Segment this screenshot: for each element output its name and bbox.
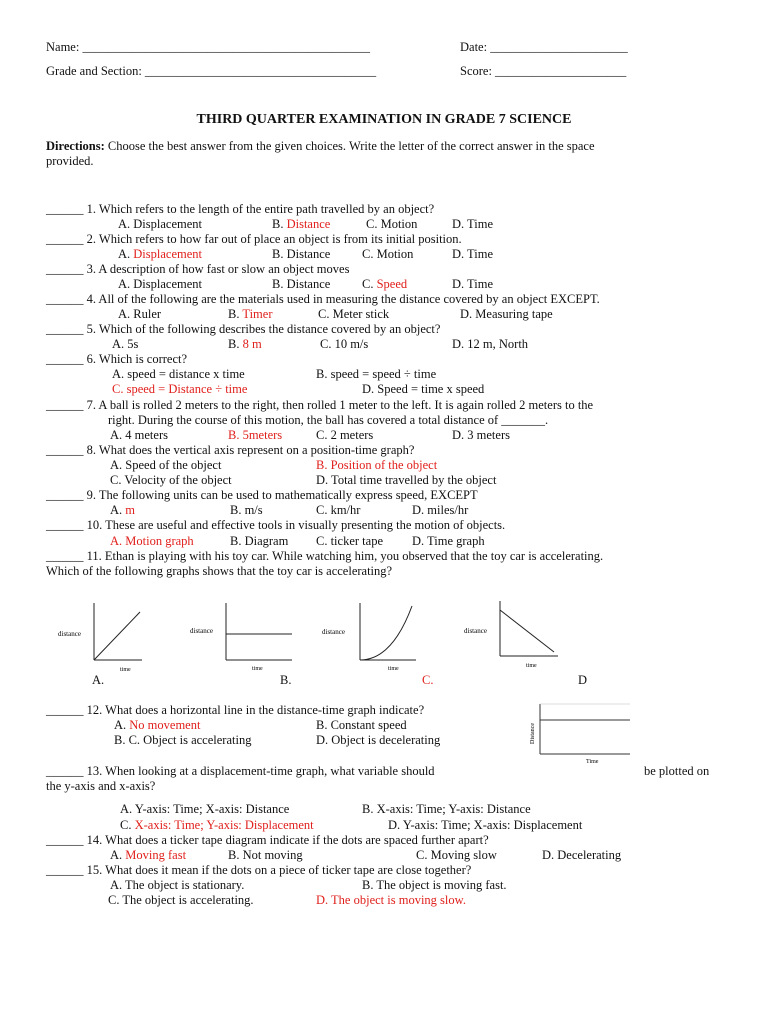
- question-15: ______ 15. What does it mean if the dots on a piece of ticker tape are close together?: [46, 863, 472, 877]
- question-14: ______ 14. What does a ticker tape diagram indicate if the dots are spaced further apart?: [46, 833, 489, 847]
- q1-choice-c: C. Motion: [366, 217, 418, 231]
- graph-d-ylabel: distance: [464, 627, 487, 635]
- directions-text: Choose the best answer from the given choices. Write the letter of the correct answer in the space: [107, 139, 595, 153]
- question-5: ______ 5. Which of the following describes the distance covered by an object?: [46, 322, 441, 336]
- q3-choice-b: B. Distance: [272, 277, 331, 291]
- q14-choice-a: A. Moving fast: [110, 848, 187, 862]
- graph-c-ylabel: distance: [322, 628, 345, 636]
- q5-answer: 8 m: [242, 337, 262, 351]
- graph-a-xlabel: time: [120, 667, 131, 673]
- q11-label-d: D: [578, 673, 588, 687]
- q7-choice-d: D. 3 meters: [452, 428, 510, 442]
- q9-choice-a: A. m: [110, 503, 136, 517]
- q8-choice-c: C. Velocity of the object: [110, 473, 232, 487]
- q3-choice-a: A. Displacement: [118, 277, 203, 291]
- q1-choice-a: A. Displacement: [118, 217, 203, 231]
- question-9: ______ 9. The following units can be used to mathematically express speed, EXCEPT: [46, 488, 478, 502]
- graph-d: [462, 596, 562, 671]
- q3-choice-d: D. Time: [452, 277, 493, 291]
- q13-choice-c: C. X-axis: Time; Y-axis: Displacement: [120, 818, 314, 832]
- q9-answer: m: [125, 503, 136, 517]
- q15-choice-a: A. The object is stationary.: [110, 878, 245, 892]
- q14-answer: Moving fast: [125, 848, 187, 862]
- q14-choice-b: B. Not moving: [228, 848, 303, 862]
- q2-choice-d: D. Time: [452, 247, 493, 261]
- date-field[interactable]: Date: ______________________: [460, 40, 628, 54]
- q7-choice-a: A. 4 meters: [110, 428, 168, 442]
- question-12: ______ 12. What does a horizontal line in the distance-time graph indicate?: [46, 703, 425, 717]
- q10-choice-c: C. ticker tape: [316, 534, 383, 548]
- q4-choice-d: D. Measuring tape: [460, 307, 553, 321]
- q13-choice-d: D. Y-axis: Time; X-axis: Displacement: [388, 818, 583, 832]
- q14-choice-c: C. Moving slow: [416, 848, 497, 862]
- q1-choice-b: B. Distance: [272, 217, 331, 231]
- q2-answer: Displacement: [133, 247, 203, 261]
- page-title: THIRD QUARTER EXAMINATION IN GRADE 7 SCIENCE: [196, 112, 572, 127]
- q9-choice-b: B. m/s: [230, 503, 263, 517]
- question-3: ______ 3. A description of how fast or slow an object moves: [46, 262, 350, 276]
- question-2: ______ 2. Which refers to how far out of place an object is from its initial position.: [46, 232, 462, 246]
- q11-label-c: C.: [422, 673, 434, 687]
- graph-a-ylabel: distance: [58, 630, 81, 638]
- q9-choice-c: C. km/hr: [316, 503, 361, 517]
- q4-choice-b: B. Timer: [228, 307, 273, 321]
- q11-label-a: A.: [92, 673, 105, 687]
- directions: [46, 139, 595, 153]
- q7-choice-b: B. 5meters: [228, 428, 283, 442]
- graph-a: [54, 598, 144, 673]
- question-11-cont: Which of the following graphs shows that the toy car is accelerating?: [46, 564, 393, 578]
- q8-choice-d: D. Total time travelled by the object: [316, 473, 497, 487]
- q4-choice-a: A. Ruler: [118, 307, 162, 321]
- q13-choice-b: B. X-axis: Time; Y-axis: Distance: [362, 802, 531, 816]
- graph-c-xlabel: time: [388, 666, 399, 672]
- graph-c: [320, 598, 420, 673]
- graph-q12-xlabel: Time: [586, 759, 599, 765]
- question-13-right: be plotted on: [644, 764, 710, 778]
- question-10: ______ 10. These are useful and effective tools in visually presenting the motion of objects.: [46, 518, 506, 532]
- directions-text-cont: provided.: [46, 154, 94, 168]
- score-field[interactable]: Score: _____________________: [460, 64, 627, 78]
- q13-answer: X-axis: Time; Y-axis: Displacement: [134, 818, 314, 832]
- q2-choice-b: B. Distance: [272, 247, 331, 261]
- question-13: ______ 13. When looking at a displacement-time graph, what variable should: [46, 764, 435, 778]
- question-11: ______ 11. Ethan is playing with his toy car. While watching him, you observed that the toy car is accelerating.: [46, 549, 604, 563]
- question-7-cont: right. During the course of this motion, the ball has covered a total distance of _______.: [108, 413, 549, 427]
- q12-answer: No movement: [129, 718, 201, 732]
- q6-choice-d: D. Speed = time x speed: [362, 382, 485, 396]
- q3-choice-c: C. Speed: [362, 277, 408, 291]
- question-1: ______ 1. Which refers to the length of the entire path travelled by an object?: [46, 202, 435, 216]
- q6-choice-a: A. speed = distance x time: [112, 367, 245, 381]
- graph-q12: [520, 700, 632, 766]
- q5-choice-d: D. 12 m, North: [452, 337, 529, 351]
- question-13-cont: the y-axis and x-axis?: [46, 779, 156, 793]
- q14-choice-d: D. Decelerating: [542, 848, 622, 862]
- q15-choice-d: D. The object is moving slow.: [316, 893, 466, 907]
- q8-choice-b: B. Position of the object: [316, 458, 438, 472]
- q10-choice-a: A. Motion graph: [110, 534, 194, 548]
- graph-b-ylabel: distance: [190, 627, 213, 635]
- q5-choice-c: C. 10 m/s: [320, 337, 369, 351]
- question-4: ______ 4. All of the following are the materials used in measuring the distance covered by an object EXCEPT.: [46, 292, 600, 306]
- q8-choice-a: A. Speed of the object: [110, 458, 222, 472]
- q12-choice-b: B. Constant speed: [316, 718, 407, 732]
- q13-choice-a: A. Y-axis: Time; X-axis: Distance: [120, 802, 290, 816]
- q12-choice-d: D. Object is decelerating: [316, 733, 441, 747]
- q6-choice-c: C. speed = Distance ÷ time: [112, 382, 248, 396]
- question-6: ______ 6. Which is correct?: [46, 352, 188, 366]
- graph-d-xlabel: time: [526, 663, 537, 669]
- q12-choice-a: A. No movement: [114, 718, 201, 732]
- q5-choice-a: A. 5s: [112, 337, 139, 351]
- q15-choice-c: C. The object is accelerating.: [108, 893, 254, 907]
- q4-answer: Timer: [242, 307, 273, 321]
- q2-choice-a: A. Displacement: [118, 247, 203, 261]
- q2-choice-c: C. Motion: [362, 247, 414, 261]
- q10-choice-b: B. Diagram: [230, 534, 289, 548]
- name-field[interactable]: Name: ______________________________________________: [46, 40, 370, 54]
- graph-b: [188, 598, 298, 673]
- directions-label: Directions:: [46, 139, 105, 153]
- graph-b-xlabel: time: [252, 666, 263, 672]
- q1-answer: Distance: [286, 217, 331, 231]
- question-7: ______ 7. A ball is rolled 2 meters to the right, then rolled 1 meter to the left. It is again rolled 2 meters to the: [46, 398, 594, 412]
- grade-section-field[interactable]: Grade and Section: _____________________________________: [46, 64, 377, 78]
- q5-choice-b: B. 8 m: [228, 337, 262, 351]
- graph-q12-ylabel: Distance: [530, 723, 536, 744]
- q11-label-b: B.: [280, 673, 292, 687]
- q12-choice-c: B. C. Object is accelerating: [114, 733, 252, 747]
- q9-choice-d: D. miles/hr: [412, 503, 469, 517]
- q1-choice-d: D. Time: [452, 217, 493, 231]
- q7-choice-c: C. 2 meters: [316, 428, 374, 442]
- q4-choice-c: C. Meter stick: [318, 307, 390, 321]
- q3-answer: Speed: [376, 277, 408, 291]
- q15-choice-b: B. The object is moving fast.: [362, 878, 507, 892]
- question-8: ______ 8. What does the vertical axis represent on a position-time graph?: [46, 443, 415, 457]
- q10-choice-d: D. Time graph: [412, 534, 485, 548]
- q6-choice-b: B. speed = speed ÷ time: [316, 367, 437, 381]
